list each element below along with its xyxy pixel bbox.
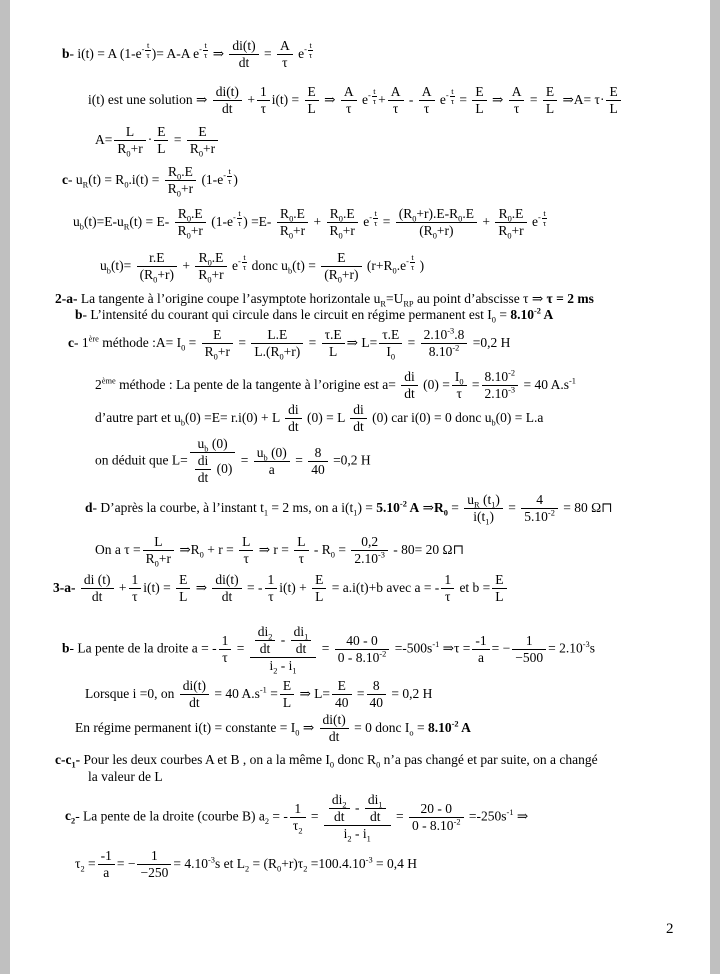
page-number: 2 (666, 921, 674, 937)
text-line: 2-a- La tangente à l’origine coupe l’asymptote horizontale $u_R=U_{RP}$ au point d’abscisse τ ⇒ τ = 2 ms (55, 291, 594, 309)
text-line: b- La pente de la droite a = - $\frac{1}{\tau}$ = $\frac{di_2}{dt}$ - $\frac{di_1}{dt}$ $i_2 - i_1$ = $\frac{40 - 0}{0 - 8.10^{-2}}$ $=-500s^{-1}$ ⇒τ = $\frac{-1}{a}$ = − $\frac{1}{-500}$ = $2.10^{-3}s$ (62, 624, 595, 677)
document-page (10, 0, 710, 974)
text-line: c- $u_R(t) = R_0.i(t)$ = $\frac{R_0.E}{R_0+r}$ ($1-e^{- \frac{t}{\tau}}$ ) (62, 164, 238, 199)
text-line: 3-a- $\frac{di (t)}{dt}$ + $\frac{1}{\tau}$ i(t) = $\frac{E}{L}$ ⇒ $\frac{di(t)}{dt}$ = - $\frac{1}{\tau}$ i(t) + $\frac{E}{L}$ = a.i(t)+b avec a = - $\frac{1}{\tau}$ et b = $\frac{E}{L}$ (53, 572, 509, 605)
text-line: b- L’intensité du courant qui circule dans le circuit en régime permanent est $I_0 = 8.10^{-2}$ A (75, 306, 554, 325)
viewer-margin-left (0, 0, 10, 974)
viewer-margin-right (710, 0, 720, 974)
text-line: $c_2-$ La pente de la droite (courbe B) $a_2$ = - $\frac{1}{\tau_2}$ = $\frac{di_2}{dt}$ - $\frac{di_1}{dt}$ $i_2 - i_1$ = $\frac{20 - 0}{0 - 8.10^{-2}}$ $=-250s^{-1}$ ⇒ (65, 792, 529, 845)
text-line: Lorsque i =0, on $\frac{di(t)}{dt}$ = 40 $A.s^{-1}$ = $\frac{E}{L}$ ⇒ L= $\frac{E}{40}$ = $\frac{8}{40}$ = 0,2 H (85, 678, 433, 711)
text-line: On a τ = $\frac{L}{R_0+r}$ $\Rightarrow R_0 + r$ = $\frac{L}{\tau}$ ⇒ r = $\frac{L}{\tau}$ - $R_0$ = $\frac{0,2}{2.10^{-3}}$ - 80= 20 Ω⊓ (95, 534, 464, 569)
text-line: $c-c_1-$ Pour les deux courbes A et B , on a la même $I_0$ donc $R_0$ n’a pas changé et par suite, on a changé (55, 752, 598, 770)
text-line: la valeur de L (88, 769, 163, 784)
text-line: c- 1ère méthode :A= $I_0$ = $\frac{E}{R_0+r}$ = $\frac{L.E}{L.(R_0+r)}$ = $\frac{\tau.E}{L}$ ⇒ L= $\frac{\tau.E}{I_0}$ = $\frac{2.10^{-3}.8}{8.10^{-2}}$ =0,2 H (68, 326, 511, 362)
text-line: $u_b(t)=E-u_R(t) = E-$ $\frac{R_0.E}{R_0+r}$ ($1-e^{- \frac{t}{\tau}}$ ) =E- $\frac{R_0.E}{R_0+r}$ + $\frac{R_0.E}{R_0+r}$ $e^{- \frac{t}{\tau}}$ = $\frac{(R_0+r).E-R_0.E}{(R_0+r)}$ + $\frac{R_0.E}{R_0+r}$ $e^{- \frac{t}{\tau}}$ (73, 206, 547, 241)
text-line: on déduit que L= $u_b$ (0) $\frac{di}{dt}$ (0) = $\frac{u_b (0)}{a}$ = $\frac{8}{40}$ =0,2 H (95, 436, 371, 486)
text-line: $\tau_2$ = $\frac{-1}{a}$ = − $\frac{1}{-250}$ = $4.10^{-3}s$ et $L_2 = (R_0+r)\tau_2 =100.4.10^{-3} = 0,4$ H (75, 848, 418, 881)
text-line: d’autre part et $u_b(0) =E= r.i(0) + L$ $\frac{di}{dt}$ (0) = L $\frac{di}{dt}$ (0) car i(0) = 0 donc $u_b(0) = L.a$ (95, 402, 544, 435)
text-line: 2ème méthode : La pente de la tangente à l’origine est a= $\frac{di}{dt}$ (0) = $\frac{I_0}{\tau}$ = $\frac{8.10^{-2}}{2.10^{-3}}$ = 40 $A.s^{-1}$ (95, 368, 576, 402)
text-line: En régime permanent i(t) = constante = $I_0$ ⇒ $\frac{di(t)}{dt}$ = 0 donc $I_o = 8.10^{-2}$ A (75, 712, 471, 745)
text-line: A= $\frac{L}{R_0+r}$ · $\frac{E}{L}$ = $\frac{E}{R_0+r}$ (95, 124, 220, 157)
text-line: d- D’après la courbe, à l’instant $t_1 = 2$ ms, on a $i(t_1) = 5.10^{-2}$ A $\Rightarrow R_0$ = $\frac{u_R (t_1)}{i(t_1)}$ = $\frac{4}{5.10^{-2}}$ = 80 Ω⊓ (85, 492, 613, 527)
text-line: i(t) est une solution ⇒ $\frac{di(t)}{dt}$ + $\frac{1}{\tau}$ i(t) = $\frac{E}{L}$ ⇒ $\frac{A}{\tau}$ $e^{- \frac{t}{\tau}}$ + $\frac{A}{\tau}$ - $\frac{A}{\tau}$ $e^{- \frac{t}{\tau}}$ = $\frac{E}{L}$ ⇒ $\frac{A}{\tau}$ = $\frac{E}{L}$ ⇒A= τ· $\frac{E}{L}$ (88, 84, 623, 117)
text-line: $u_b(t)=$ $\frac{r.E}{(R_0+r)}$ + $\frac{R_0.E}{R_0+r}$ $e^{- \frac{t}{\tau}}$ donc $u_b(t)$ = $\frac{E}{(R_0+r)}$ ($r+R_0.e^{- \frac{t}{\tau}}$ ) (100, 250, 425, 285)
text-line: b- i(t) = A ($1-e^{- \frac{t}{\tau}}$ )= A-A $e^{- \frac{t}{\tau}}$ ⇒ $\frac{di(t)}{dt}$ = $\frac{A}{\tau}$ $e^{- \frac{t}{\tau}}$ (62, 38, 313, 71)
